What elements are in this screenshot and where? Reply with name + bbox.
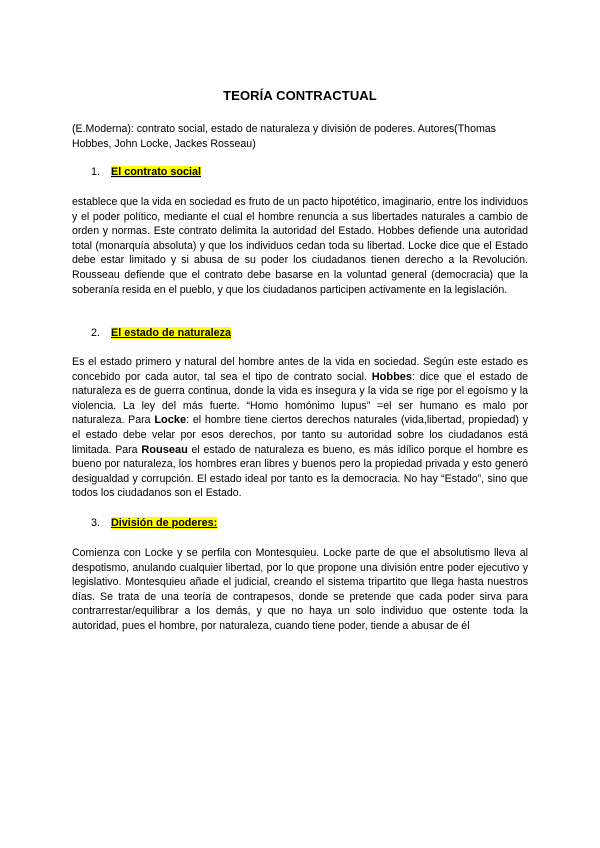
section-number: 1. (91, 166, 101, 178)
section-paragraph-naturaleza (72, 355, 528, 501)
paragraph-text: el estado de naturaleza es bueno, es más idílico porque el hombre es bueno por naturaleza, los hombres eran libres y buenos pero la propiedad privada y esto generó desigualdad y corrupción. El estado ideal por tanto es la democracia. No hay “Estado”, sino que todos los ciudadanos son el Estado. (72, 443, 528, 500)
author-name-hobbes: Hobbes (371, 370, 413, 383)
paragraph-text: : el hombre tiene ciertos derechos naturales (vida,libertad, propiedad) y el estado debe velar por esos derechos, por tanto su autoridad sobre los ciudadanos está limitada. Para (72, 414, 528, 456)
document-title: TEORÍA CONTRACTUAL (223, 88, 377, 103)
intro-text: (E.Moderna): contrato social, estado de naturaleza y división de poderes. Autores(Thomas Hobbes, John Locke, Jackes Rosseau) (72, 123, 496, 150)
author-name-locke: Locke (154, 414, 187, 427)
section-heading-division (91, 517, 217, 529)
author-name-rouseau: Rouseau (141, 443, 188, 456)
section-paragraph-contrato: establece que la vida en sociedad es fruto de un pacto hipotético, imaginario, entre los individuos y el poder político, mediante el cual el hombre renuncia a sus libertades naturales a cambio de orden y normas. Este contrato delimita la autoridad del Estado. Hobbes defiende una autoridad total (monarquía absoluta) y que los individuos cedan toda su libertad. Locke dice que el Estado debe estar limitado y si abusa de su poder los ciudadanos tienen derecho a la Revolución. Rousseau defiende que el contrato debe basarse en la voluntad general (democracia) que la soberanía resida en el pueblo, y que los ciudadanos participen activamente en la legislación. (72, 196, 528, 296)
section-title: El contrato social (111, 166, 201, 178)
section-heading-naturaleza (91, 327, 231, 339)
paragraph-text: Es el estado primero y natural del hombre antes de la vida en sociedad. Según este estado es concebido por cada autor, tal sea el tipo de contrato social. (72, 356, 528, 383)
section-heading-contrato (91, 166, 201, 178)
section-title: División de poderes: (111, 517, 218, 529)
section-number: 2. (91, 327, 101, 339)
paragraph-text: : dice que el estado de naturaleza es de guerra continua, donde la vida es insegura y la vida se rige por el egoísmo y la violencia. La ley del más fuerte. “Homo homónimo lupus” =el ser humano es malo por naturaleza. Para (72, 370, 528, 427)
section-paragraph-division: Comienza con Locke y se perfila con Montesquieu. Locke parte de que el absolutismo lleva al despotismo, anulando cualquier libertad, por lo que propone una división entre poder ejecutivo y legislativo. Montesquieu añade el judicial, creando el sistema tripartito que llega hasta nuestros días. Se trata de una teoría de contrapesos, donde se pretende que cada poder sirva para contrarrestar/equilibrar a los demás, y que no haya un solo individuo que ostente toda la autoridad, pues el hombre, por naturaleza, cuando tiene poder, tiende a abusar de él (72, 547, 528, 632)
section-title: El estado de naturaleza (111, 327, 232, 339)
section-number: 3. (91, 517, 101, 529)
